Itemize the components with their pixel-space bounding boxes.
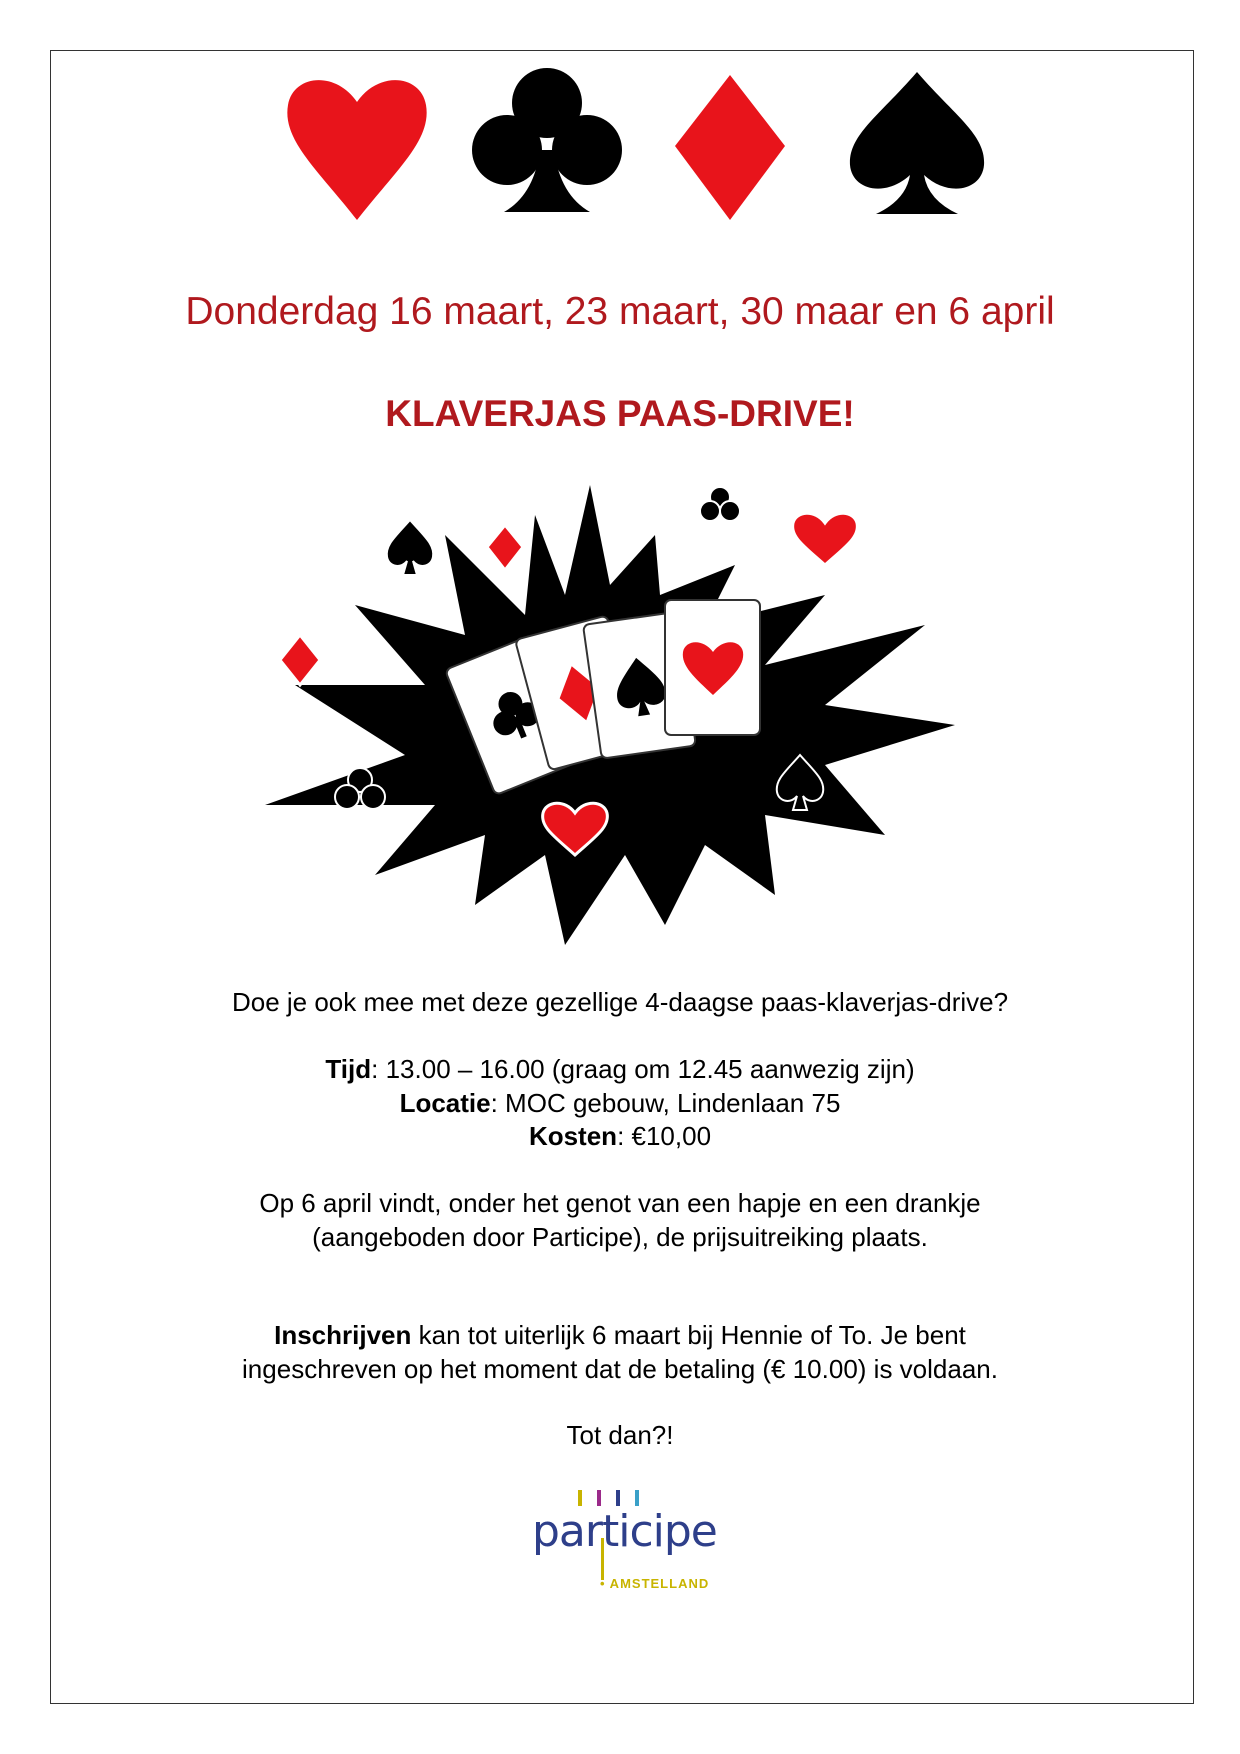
floating-diamond-icon bbox=[487, 525, 523, 570]
participe-logo-text: participe bbox=[532, 1506, 717, 1557]
floating-club-icon bbox=[700, 487, 740, 521]
diamond-icon bbox=[675, 75, 785, 220]
spade-icon bbox=[850, 72, 984, 214]
cost-label: Kosten bbox=[528, 1121, 618, 1151]
cost-line bbox=[0, 1119, 1240, 1153]
location-label: Locatie bbox=[399, 1088, 491, 1118]
closing-text: Tot dan?! bbox=[566, 1420, 674, 1450]
time-value: : 13.00 – 16.00 (graag om 12.45 aanwezig zijn) bbox=[371, 1054, 915, 1084]
time-label: Tijd bbox=[325, 1054, 372, 1084]
participe-logo-subtitle: • AMSTELLAND bbox=[600, 1576, 710, 1591]
cards-explosion-illustration bbox=[265, 475, 965, 955]
club-icon bbox=[472, 68, 622, 212]
location-line bbox=[0, 1086, 1240, 1120]
signup-line-1-rest: kan tot uiterlijk 6 maart bij Hennie of To. Je bent bbox=[411, 1320, 966, 1350]
signup-line-2: ingeschreven op het moment dat de betaling (€ 10.00) is voldaan. bbox=[242, 1354, 998, 1384]
signup-label: Inschrijven bbox=[274, 1320, 412, 1350]
floating-heart-icon bbox=[793, 513, 858, 565]
location-value: : MOC gebouw, Lindenlaan 75 bbox=[490, 1088, 841, 1118]
time-line bbox=[0, 1052, 1240, 1086]
event-dates: Donderdag 16 maart, 23 maart, 30 maar en 6 april bbox=[185, 290, 1055, 333]
card-ace-hearts bbox=[665, 600, 760, 735]
floating-spade-icon bbox=[387, 520, 434, 575]
suit-row bbox=[0, 0, 1240, 260]
prize-line-2: (aangeboden door Participe), de prijsuitreiking plaats. bbox=[312, 1222, 928, 1252]
event-title: KLAVERJAS PAAS-DRIVE! bbox=[385, 393, 855, 434]
heart-icon bbox=[287, 80, 426, 220]
signup-line-1 bbox=[0, 1318, 1240, 1352]
prize-line-1: Op 6 april vindt, onder het genot van een hapje en een drankje bbox=[259, 1188, 981, 1218]
intro-text: Doe je ook mee met deze gezellige 4-daagse paas-klaverjas-drive? bbox=[231, 987, 1009, 1017]
cost-value: : €10,00 bbox=[617, 1121, 712, 1151]
floating-diamond-icon bbox=[280, 635, 320, 685]
